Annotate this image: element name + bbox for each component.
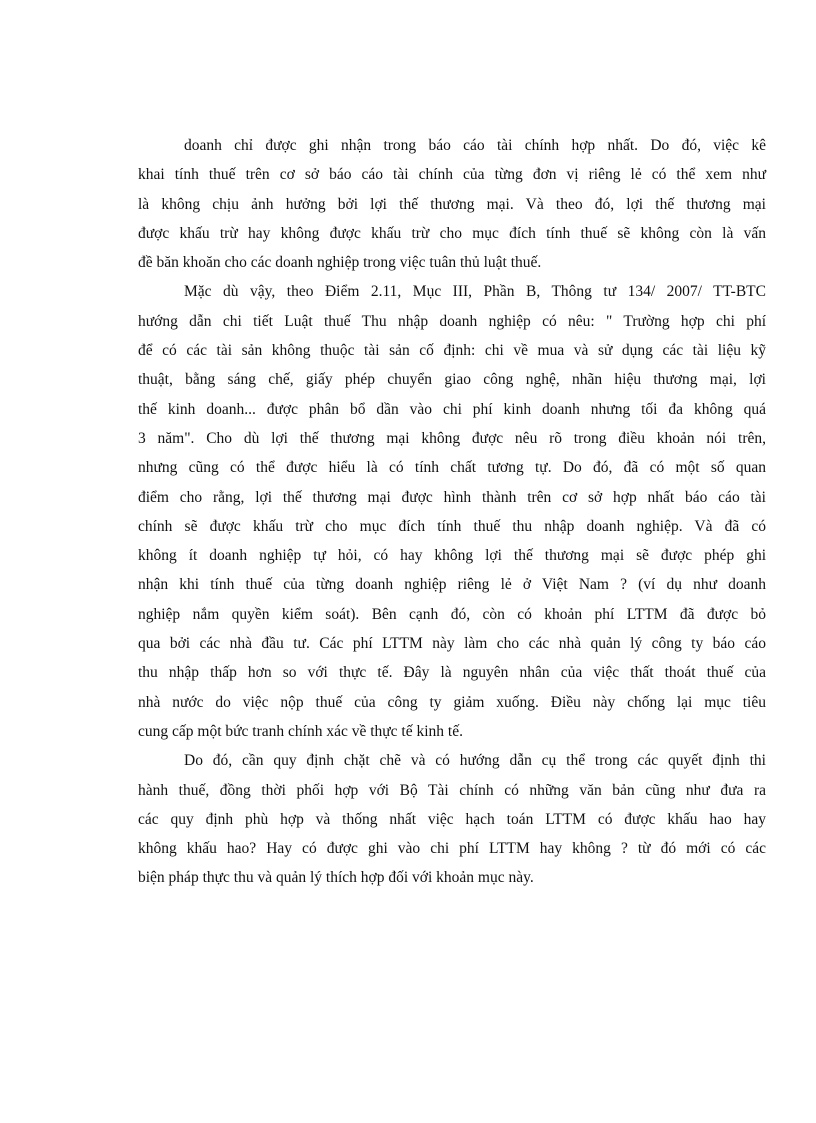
text-line: là không chịu ảnh hưởng bởi lợi thế thương mại. Và theo đó, lợi thế thương mại [138,195,766,213]
document-body [138,131,766,893]
paragraph-1 [138,131,766,277]
text-line: nhận khi tính thuế của từng doanh nghiệp riêng lẻ ở Việt Nam ? (ví dụ như doanh [138,576,766,594]
text-line: hành thuế, đồng thời phối hợp với Bộ Tài chính có những văn bản cũng như đưa ra [138,781,766,799]
text-line: thế kinh doanh... được phân bổ dần vào chi phí kinh doanh nhưng tối đa không quá [138,400,766,418]
paragraph-2 [138,277,766,746]
text-line: khai tính thuế trên cơ sở báo cáo tài chính của từng đơn vị riêng lẻ có thể xem như [138,166,766,184]
paragraph-3 [138,746,766,892]
text-line: không ít doanh nghiệp tự hỏi, có hay không lợi thế thương mại sẽ được phép ghi [138,547,766,565]
text-line: nhưng cũng có thể được hiểu là có tính chất tương tự. Do đó, đã có một số quan [138,459,766,477]
text-line: biện pháp thực thu và quản lý thích hợp đối với khoản mục này. [138,869,534,887]
text-line: các quy định phù hợp và thống nhất việc hạch toán LTTM có được khấu hao hay [138,810,766,828]
text-line: chính sẽ được khấu trừ cho mục đích tính thuế thu nhập doanh nghiệp. Và đã có [138,517,766,535]
text-line: Mặc dù vậy, theo Điểm 2.11, Mục III, Phần B, Thông tư 134/ 2007/ TT-BTC [184,283,766,301]
text-line: Do đó, cần quy định chặt chẽ và có hướng dẫn cụ thể trong các quyết định thi [184,752,766,770]
text-line: doanh chỉ được ghi nhận trong báo cáo tài chính hợp nhất. Do đó, việc kê [184,137,766,154]
text-line: thuật, bằng sáng chế, giấy phép chuyển giao công nghệ, nhãn hiệu thương mại, lợi [138,371,766,389]
text-line: được khấu trừ hay không được khấu trừ cho mục đích tính thuế sẽ không còn là vấn [138,224,766,242]
text-line: cung cấp một bức tranh chính xác về thực tế kinh tế. [138,722,463,740]
text-line: nhà nước do việc nộp thuế của công ty giảm xuống. Điều này chống lại mục tiêu [138,693,766,711]
text-line: nghiệp nắm quyền kiểm soát). Bên cạnh đó, còn có khoản phí LTTM đã được bỏ [138,605,766,623]
text-line: đề băn khoăn cho các doanh nghiệp trong việc tuân thủ luật thuế. [138,254,542,272]
text-line: hướng dẫn chi tiết Luật thuế Thu nhập doanh nghiệp có nêu: " Trường hợp chi phí [138,312,766,330]
text-line: để có các tài sản không thuộc tài sản cố định: chi về mua và sử dụng các tài liệu kỹ [138,342,766,360]
text-line: 3 năm". Cho dù lợi thế thương mại không được nêu rõ trong điều khoản nói trên, [138,429,766,447]
text-line: điểm cho rằng, lợi thế thương mại được hình thành trên cơ sở hợp nhất báo cáo tài [138,488,766,506]
text-line: không khấu hao? Hay có được ghi vào chi phí LTTM hay không ? từ đó mới có các [138,840,766,858]
text-line: thu nhập thấp hơn so với thực tế. Đây là nguyên nhân của việc thất thoát thuế của [138,664,766,682]
text-line: qua bởi các nhà đầu tư. Các phí LTTM này làm cho các nhà quản lý công ty báo cáo [138,635,766,653]
